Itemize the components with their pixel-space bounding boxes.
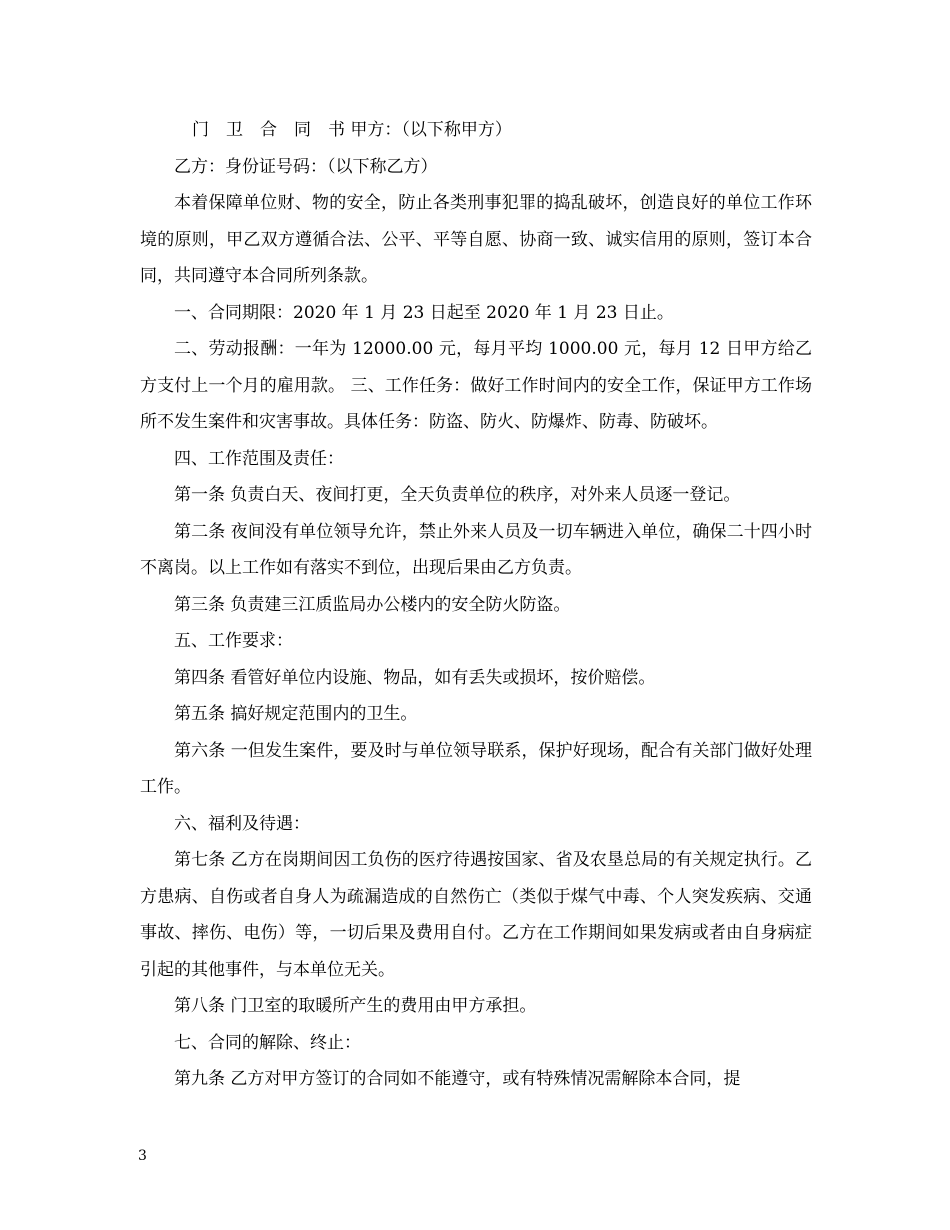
- document-body: [140, 112, 812, 1098]
- article-7-paragraph: 第七条 乙方在岗期间因工负伤的医疗待遇按国家、省及农垦总局的有关规定执行。乙方患病、自伤或者自身人为疏漏造成的自然伤亡（类似于煤气中毒、个人突发疾病、交通事故、摔伤、电伤）等，一切后果及费用自付。乙方在工作期间如果发病或者由自身病症引起的其他事件，与本单位无关。: [140, 850, 812, 980]
- article-9-paragraph: 第九条 乙方对甲方签订的合同如不能遵守，或有特殊情况需解除本合同，提: [174, 1069, 741, 1089]
- contract-term-paragraph: 一、合同期限：2020 年 1 月 23 日起至 2020 年 1 月 23 日止。: [174, 302, 674, 323]
- article-6-paragraph: 第六条 一但发生案件，要及时与单位领导联系，保护好现场，配合有关部门做好处理工作。: [140, 740, 812, 797]
- section-termination-heading: 七、合同的解除、终止：: [174, 1032, 361, 1053]
- preamble-paragraph: 本着保障单位财、物的安全，防止各类刑事犯罪的捣乱破坏，创造良好的单位工作环境的原则，甲乙双方遵循合法、公平、平等自愿、协商一致、诚实信用的原则，签订本合同，共同遵守本合同所列条款。: [140, 193, 812, 286]
- article-1-paragraph: 第一条 负责白天、夜间打更，全天负责单位的秩序，对外来人员逐一登记。: [174, 485, 741, 505]
- article-2-paragraph: 第二条 夜间没有单位领导允许，禁止外来人员及一切车辆进入单位，确保二十四小时不离岗。以上工作如有落实不到位，出现后果由乙方负责。: [140, 521, 812, 578]
- page-number: 3: [138, 1148, 147, 1164]
- article-3-paragraph: 第三条 负责建三江质监局办公楼内的安全防火防盗。: [174, 594, 571, 615]
- section-welfare-heading: 六、福利及待遇：: [174, 813, 310, 834]
- article-8-paragraph: 第八条 门卫室的取暖所产生的费用由甲方承担。: [174, 996, 537, 1016]
- contract-title-paragraph: 门 卫 合 同 书 甲方：（以下称甲方）: [192, 120, 512, 140]
- party-b-paragraph: 乙方：身份证号码：（以下称乙方）: [174, 156, 438, 177]
- section-requirements-heading: 五、工作要求：: [174, 631, 293, 651]
- article-4-paragraph: 第四条 看管好单位内设施、物品，如有丢失或损坏，按价赔偿。: [174, 667, 656, 688]
- section-scope-heading: 四、工作范围及责任：: [174, 448, 344, 469]
- article-5-paragraph: 第五条 搞好规定范围内的卫生。: [174, 704, 418, 724]
- remuneration-paragraph: 二、劳动报酬：一年为 12000.00 元，每月平均 1000.00 元，每月 12 日甲方给乙方支付上一个月的雇用款。 三、工作任务：做好工作时间内的安全工作，保证甲方工作场所不发生案件和灾害事故。具体任务：防盗、防火、防爆炸、防毒、防破坏。: [140, 339, 812, 432]
